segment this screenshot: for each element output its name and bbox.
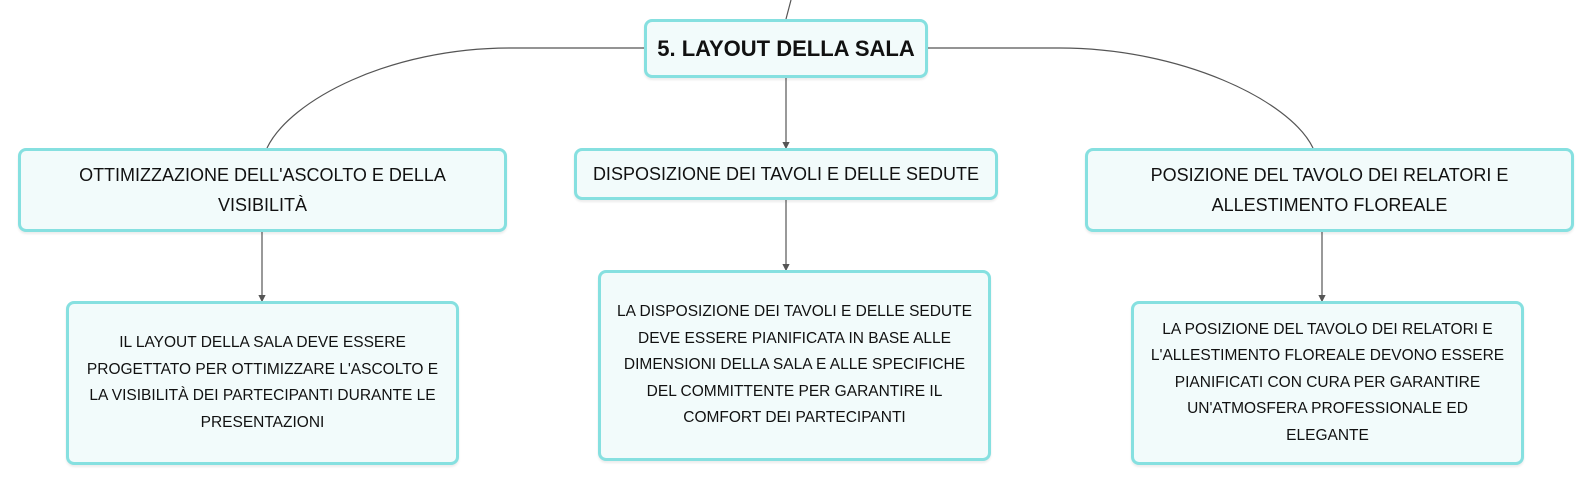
connector-root-to-topic-1 bbox=[267, 48, 644, 148]
topic-node-listening-visibility[interactable] bbox=[18, 148, 507, 232]
detail-node-text: LA POSIZIONE DEL TAVOLO DEI RELATORI E L'ALLESTIMENTO FLOREALE DEVONO ESSERE PIANIFICATI CON CURA PER GARANTIRE UN'ATMOSFERA PROFESSIONALE ED ELEGANTE bbox=[1150, 320, 1505, 444]
topic-node-label: OTTIMIZZAZIONE DELL'ASCOLTO E DELLA VISIBILITÀ bbox=[79, 165, 446, 215]
topic-node-label: POSIZIONE DEL TAVOLO DEI RELATORI E ALLESTIMENTO FLOREALE bbox=[1150, 165, 1509, 215]
topic-node-label: DISPOSIZIONE DEI TAVOLI E DELLE SEDUTE bbox=[592, 164, 980, 184]
detail-node-listening-visibility[interactable] bbox=[66, 301, 459, 465]
connector-root-to-topic-3 bbox=[928, 48, 1313, 148]
topic-node-speakers-flowers[interactable] bbox=[1085, 148, 1574, 232]
connector-parent-link bbox=[786, 0, 791, 19]
root-node-label: 5. LAYOUT DELLA SALA bbox=[657, 35, 915, 61]
topic-node-tables-seating[interactable] bbox=[574, 148, 998, 200]
root-node[interactable] bbox=[644, 19, 928, 78]
detail-node-tables-seating[interactable] bbox=[598, 270, 991, 461]
detail-node-speakers-flowers[interactable] bbox=[1131, 301, 1524, 465]
detail-node-text: LA DISPOSIZIONE DEI TAVOLI E DELLE SEDUTE DEVE ESSERE PIANIFICATA IN BASE ALLE DIMENSIONI DELLA SALA E ALLE SPECIFICHE DEL COMMITTENTE PER GARANTIRE IL COMFORT DEI PARTECIPANTI bbox=[617, 303, 972, 427]
detail-node-text: IL LAYOUT DELLA SALA DEVE ESSERE PROGETTATO PER OTTIMIZZARE L'ASCOLTO E LA VISIBILITÀ DEI PARTECIPANTI DURANTE LE PRESENTAZIONI bbox=[86, 334, 439, 431]
